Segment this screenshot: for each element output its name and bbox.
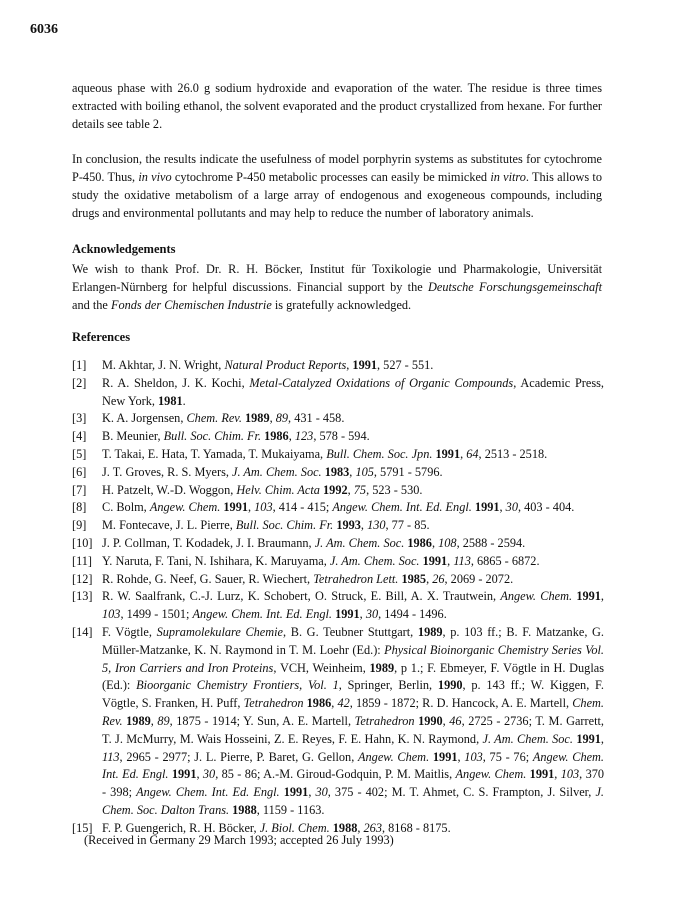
- received-date-note: (Received in Germany 29 March 1993; accepted 26 July 1993): [84, 833, 394, 847]
- reference-item: [72, 571, 604, 589]
- reference-item: [72, 517, 604, 535]
- reference-text: H. Patzelt, W.-D. Woggon, Helv. Chim. Acta 1992, 75, 523 - 530.: [102, 482, 423, 497]
- reference-text: M. Akhtar, J. N. Wright, Natural Product Reports, 1991, 527 - 551.: [102, 358, 434, 372]
- reference-item: [72, 410, 604, 428]
- reference-text: B. Meunier, Bull. Soc. Chim. Fr. 1986, 123, 578 - 594.: [102, 429, 370, 444]
- reference-number: [15]: [72, 820, 93, 835]
- reference-number: [9]: [72, 518, 87, 533]
- reference-text: C. Bolm, Angew. Chem. 1991, 103, 414 - 415; Angew. Chem. Int. Ed. Engl. 1991, 30, 403 - 404.: [102, 500, 575, 515]
- reference-item: [72, 499, 604, 517]
- reference-number: [13]: [72, 589, 93, 604]
- reference-text: T. Takai, E. Hata, T. Yamada, T. Mukaiyama, Bull. Chem. Soc. Jpn. 1991, 64, 2513 - 2518.: [102, 446, 548, 461]
- reference-number: [10]: [72, 535, 93, 550]
- reference-item: [72, 588, 604, 624]
- reference-text: F. P. Guengerich, R. H. Böcker, J. Biol. Chem. 1988, 263, 8168 - 8175.: [102, 820, 451, 835]
- reference-item: [72, 446, 604, 464]
- reference-text: R. Rohde, G. Neef, G. Sauer, R. Wiechert, Tetrahedron Lett. 1985, 26, 2069 - 2072.: [102, 571, 514, 586]
- reference-number: [7]: [72, 482, 87, 497]
- references-heading: References: [72, 330, 131, 344]
- reference-text: M. Fontecave, J. L. Pierre, Bull. Soc. Chim. Fr. 1993, 130, 77 - 85.: [102, 518, 430, 533]
- reference-item: [72, 375, 604, 411]
- reference-number: [8]: [72, 500, 87, 515]
- acknowledgements-paragraph: We wish to thank Prof. Dr. R. H. Böcker, Institut für Toxikologie und Pharmakologie, Universität Erlangen-Nürnberg for helpful discussions. Financial support by the Deutsche Forschungsgemeinschaft and the Fonds der Chemischen Industrie is gratefully acknowledged.: [72, 262, 603, 312]
- reference-number: [6]: [72, 464, 87, 479]
- reference-number: [14]: [72, 624, 93, 639]
- reference-text: Y. Naruta, F. Tani, N. Ishihara, K. Maruyama, J. Am. Chem. Soc. 1991, 113, 6865 - 6872.: [102, 553, 540, 568]
- reference-number: [12]: [72, 571, 93, 586]
- reference-text: R. A. Sheldon, J. K. Kochi, Metal-Catalyzed Oxidations of Organic Compounds, Academic Press, New York, 1981.: [102, 375, 604, 408]
- reference-text: F. Vögtle, Supramolekulare Chemie, B. G. Teubner Stuttgart, 1989, p. 103 ff.; B. F. Matzanke, G. Müller-Matzanke, K. N. Raymond in T. M. Loehr (Ed.): Physical Bioinorganic Chemistry Series Vol. 5, Iron Carriers and Iron Proteins, VCH, Weinheim, 1989, p 1.; F. Ebmeyer, F. Vögtle in H. Duglas (Ed.): Bioorganic Chemistry Frontiers, Vol. 1, Springer, Berlin, 1990, p. 143 ff.; W. Kiggen, F. Vögtle, S. Franken, H. Puff, Tetrahedron 1986, 42, 1859 - 1872; R. D. Hancock, A. E. Martell, Chem. Rev. 1989, 89, 1875 - 1914; Y. Sun, A. E. Martell, Tetrahedron 1990, 46, 2725 - 2736; T. M. Garrett, T. J. McMurry, M. Wais Hosseini, Z. E. Reyes, F. E. Hahn, K. N. Raymond, J. Am. Chem. Soc. 1991, 113, 2965 - 2977; J. L. Pierre, P. Baret, G. Gellon, Angew. Chem. 1991, 103, 75 - 76; Angew. Chem. Int. Ed. Engl. 1991, 30, 85 - 86; A.-M. Giroud-Godquin, P. M. Maitlis, Angew. Chem. 1991, 103, 370 - 398; Angew. Chem. Int. Ed. Engl. 1991, 30, 375 - 402; M. T. Ahmet, C. S. Frampton, J. Silver, J. Chem. Soc. Dalton Trans. 1988, 1159 - 1163.: [102, 624, 605, 817]
- acknowledgements-heading: Acknowledgements: [72, 242, 176, 256]
- reference-text: J. T. Groves, R. S. Myers, J. Am. Chem. Soc. 1983, 105, 5791 - 5796.: [102, 464, 443, 479]
- reference-text: K. A. Jorgensen, Chem. Rev. 1989, 89, 431 - 458.: [102, 411, 345, 426]
- reference-item: [72, 535, 604, 553]
- reference-item: [72, 553, 604, 571]
- page-number: 6036: [30, 22, 58, 37]
- reference-number: [2]: [72, 375, 87, 390]
- reference-list: [72, 357, 604, 838]
- intro-paragraph: aqueous phase with 26.0 g sodium hydroxide and evaporation of the water. The residue is three times extracted with boiling ethanol, the solvent evaporated and the product crystallized from hexane. For further details see table 2.: [72, 81, 602, 131]
- reference-text: R. W. Saalfrank, C.-J. Lurz, K. Schobert, O. Struck, E. Bill, A. X. Trautwein, Angew. Chem. 1991, 103, 1499 - 1501; Angew. Chem. Int. Ed. Engl. 1991, 30, 1494 - 1496.: [102, 589, 604, 622]
- reference-item: [72, 464, 604, 482]
- reference-text: J. P. Collman, T. Kodadek, J. I. Braumann, J. Am. Chem. Soc. 1986, 108, 2588 - 2594.: [102, 535, 526, 550]
- reference-number: [5]: [72, 446, 87, 461]
- conclusion-paragraph: In conclusion, the results indicate the usefulness of model porphyrin systems as substitutes for cytochrome P-450. Thus, in vivo cytochrome P-450 metabolic processes can easily be mimicked in vitro. This allows to study the oxidative metabolism of a large array of endogenous and exogeneous compounds, including drugs and environmental pollutants and may help to reduce the number of laboratory animals.: [72, 152, 602, 220]
- reference-item: [72, 624, 604, 820]
- reference-item: [72, 428, 604, 446]
- reference-number: [11]: [72, 553, 93, 568]
- reference-number: [3]: [72, 411, 87, 426]
- reference-item: [72, 482, 604, 500]
- reference-number: [1]: [72, 358, 87, 372]
- reference-number: [4]: [72, 429, 87, 444]
- reference-item: [72, 357, 604, 375]
